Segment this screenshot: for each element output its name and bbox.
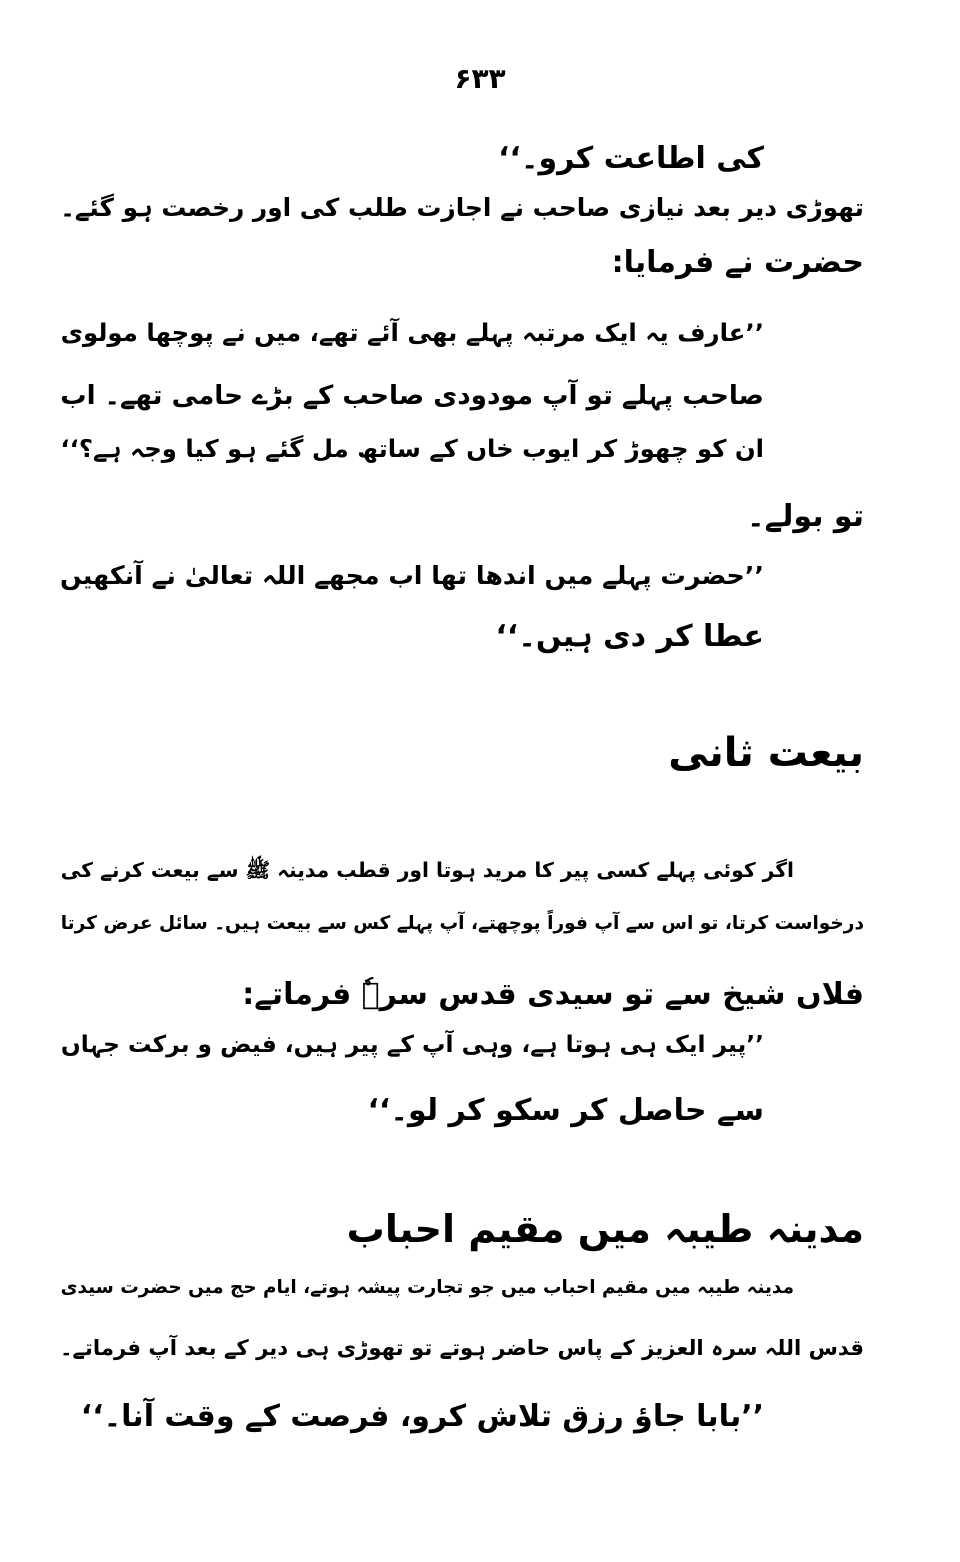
quote-line: سے حاصل کر سکو کر لو۔‘‘ <box>367 1093 764 1128</box>
quote-line: ان کو چھوڑ کر ایوب خاں کے ساتھ مل گئے ہو کیا وجہ ہے؟‘‘ <box>60 434 764 463</box>
quote-line: عطا کر دی ہیں۔‘‘ <box>495 619 764 654</box>
page-number: ۶۳۳ <box>454 62 506 95</box>
paragraph-line: درخواست کرتا، تو اس سے آپ فوراً پوچھتے، آپ پہلے کس سے بیعت ہیں۔ سائل عرض کرتا <box>60 913 864 934</box>
text-line: تو بولے۔ <box>746 499 864 534</box>
quote-line: صاحب پہلے تو آپ مودودی صاحب کے بڑے حامی تھے۔ اب <box>60 381 764 411</box>
paragraph-line: مدینہ طیبہ میں مقیم احباب میں جو تجارت پیشہ ہوتے، ایام حج میں حضرت سیدی <box>60 1277 794 1298</box>
paragraph-line: قدس اللہ سرہ العزیز کے پاس حاضر ہوتے تو تھوڑی ہی دیر کے بعد آپ فرماتے۔ <box>60 1336 864 1361</box>
paragraph-line: اگر کوئی پہلے کسی پیر کا مرید ہوتا اور قطب مدینہ ﷺ سے بیعت کرنے کی <box>60 858 794 882</box>
text-line: کی اطاعت کرو۔‘‘ <box>498 141 764 176</box>
text-line: تھوڑی دیر بعد نیازی صاحب نے اجازت طلب کی اور رخصت ہو گئے۔ <box>60 193 864 222</box>
text-line: حضرت نے فرمایا: <box>611 245 864 280</box>
quote-line: ’’بابا جاؤ رزق تلاش کرو، فرصت کے وقت آنا۔‘‘ <box>80 1399 764 1434</box>
section-heading: مدینہ طیبہ میں مقیم احباب <box>346 1207 864 1251</box>
paragraph-line: فلاں شیخ سے تو سیدی قدس سرہٗ فرماتے: <box>242 977 864 1012</box>
quote-line: ’’حضرت پہلے میں اندھا تھا اب مجھے اللہ تعالیٰ نے آنکھیں <box>60 560 764 590</box>
quote-line: ’’عارف یہ ایک مرتبہ پہلے بھی آئے تھے، میں نے پوچھا مولوی <box>60 318 764 347</box>
quote-line: ’’پیر ایک ہی ہوتا ہے، وہی آپ کے پیر ہیں، فیض و برکت جہاں <box>60 1031 764 1058</box>
section-heading: بیعت ثانی <box>668 730 864 776</box>
